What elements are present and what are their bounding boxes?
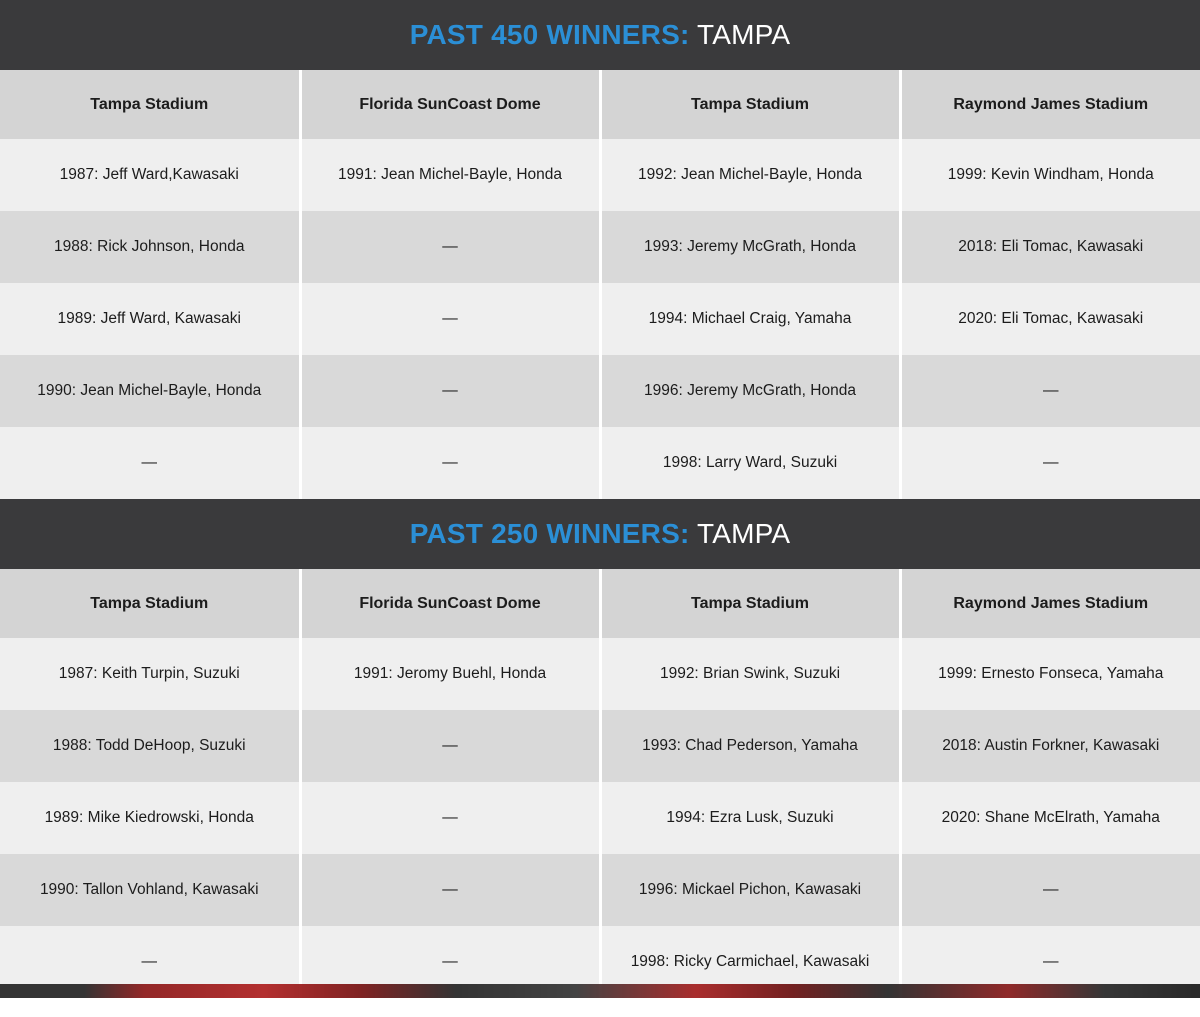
winner-cell: — <box>300 854 600 926</box>
winner-cell: 1987: Keith Turpin, Suzuki <box>0 638 300 710</box>
page-title-450 <box>410 19 791 51</box>
winner-cell: 1996: Mickael Pichon, Kawasaki <box>600 854 900 926</box>
winner-cell: — <box>300 710 600 782</box>
winners-table-250 <box>0 569 1200 998</box>
table-row <box>0 854 1200 926</box>
winner-cell: 1999: Ernesto Fonseca, Yamaha <box>900 638 1200 710</box>
winner-cell: 2018: Austin Forkner, Kawasaki <box>900 710 1200 782</box>
winner-cell: 2018: Eli Tomac, Kawasaki <box>900 211 1200 283</box>
winner-cell: — <box>900 427 1200 499</box>
winner-cell: 1991: Jeromy Buehl, Honda <box>300 638 600 710</box>
winner-cell: — <box>300 782 600 854</box>
column-header-venue-4: Raymond James Stadium <box>900 569 1200 638</box>
winner-cell: 1989: Mike Kiedrowski, Honda <box>0 782 300 854</box>
title-rest-250: TAMPA <box>689 518 791 549</box>
winner-cell: 1998: Larry Ward, Suzuki <box>600 427 900 499</box>
section-title-bar-450 <box>0 0 1200 70</box>
winner-cell: 1994: Michael Craig, Yamaha <box>600 283 900 355</box>
section-title-bar-250 <box>0 499 1200 569</box>
winner-cell: — <box>300 283 600 355</box>
winner-cell: 1988: Rick Johnson, Honda <box>0 211 300 283</box>
winner-cell: — <box>300 211 600 283</box>
column-header-venue-1: Tampa Stadium <box>0 70 300 139</box>
table-header-row <box>0 569 1200 638</box>
winner-cell: 1992: Brian Swink, Suzuki <box>600 638 900 710</box>
winners-table-450 <box>0 70 1200 499</box>
winner-cell: — <box>0 427 300 499</box>
page-title-250 <box>410 518 791 550</box>
winner-cell: 2020: Eli Tomac, Kawasaki <box>900 283 1200 355</box>
table-row <box>0 355 1200 427</box>
table-row <box>0 139 1200 211</box>
column-header-venue-3: Tampa Stadium <box>600 569 900 638</box>
column-header-venue-2: Florida SunCoast Dome <box>300 569 600 638</box>
winner-cell: 2020: Shane McElrath, Yamaha <box>900 782 1200 854</box>
table-row <box>0 782 1200 854</box>
winner-cell: — <box>900 854 1200 926</box>
title-rest-450: TAMPA <box>689 19 791 50</box>
winner-cell: 1992: Jean Michel-Bayle, Honda <box>600 139 900 211</box>
table-row <box>0 283 1200 355</box>
winner-cell: 1987: Jeff Ward,Kawasaki <box>0 139 300 211</box>
winner-cell: 1989: Jeff Ward, Kawasaki <box>0 283 300 355</box>
winner-cell: 1998: Ricky Carmichael, Kawasaki <box>600 926 900 998</box>
title-accent-250: PAST 250 WINNERS: <box>409 518 690 549</box>
column-header-venue-1: Tampa Stadium <box>0 569 300 638</box>
winner-cell: — <box>300 427 600 499</box>
bottom-photo-strip <box>0 984 1200 998</box>
column-header-venue-2: Florida SunCoast Dome <box>300 70 600 139</box>
winner-cell: 1991: Jean Michel-Bayle, Honda <box>300 139 600 211</box>
table-row <box>0 710 1200 782</box>
winner-cell: 1988: Todd DeHoop, Suzuki <box>0 710 300 782</box>
winner-cell: 1993: Jeremy McGrath, Honda <box>600 211 900 283</box>
table-header-row <box>0 70 1200 139</box>
winner-cell: 1996: Jeremy McGrath, Honda <box>600 355 900 427</box>
winner-cell: 1999: Kevin Windham, Honda <box>900 139 1200 211</box>
winner-cell: — <box>0 926 300 998</box>
winner-cell: — <box>300 926 600 998</box>
winner-cell: 1994: Ezra Lusk, Suzuki <box>600 782 900 854</box>
winner-cell: — <box>900 355 1200 427</box>
column-header-venue-4: Raymond James Stadium <box>900 70 1200 139</box>
winner-cell: — <box>300 355 600 427</box>
winner-cell: — <box>900 926 1200 998</box>
table-row <box>0 638 1200 710</box>
table-row <box>0 427 1200 499</box>
table-row <box>0 211 1200 283</box>
winner-cell: 1990: Jean Michel-Bayle, Honda <box>0 355 300 427</box>
title-accent-450: PAST 450 WINNERS: <box>409 19 690 50</box>
winner-cell: 1993: Chad Pederson, Yamaha <box>600 710 900 782</box>
winner-cell: 1990: Tallon Vohland, Kawasaki <box>0 854 300 926</box>
column-header-venue-3: Tampa Stadium <box>600 70 900 139</box>
